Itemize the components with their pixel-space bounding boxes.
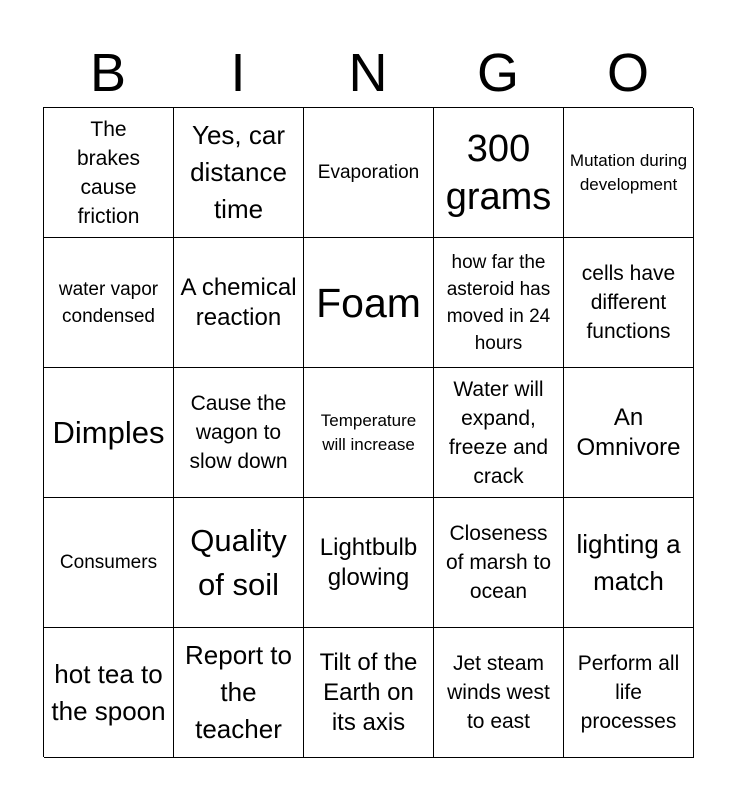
cell-text: Mutation during development [569,150,688,194]
bingo-cell[interactable] [564,108,694,238]
cell-text: Consumers [59,552,158,573]
cell-text: Water will expand, freeze and crack [448,377,549,488]
cell-text: An Omnivore [576,403,681,461]
header-letter-n: N [348,43,388,103]
cell-text: 300 grams [445,127,552,218]
cell-text: cells have different functions [581,262,676,343]
cell-text: Temperature will increase [320,410,417,454]
cell-text: Evaporation [317,162,420,183]
bingo-cell[interactable] [564,628,694,758]
bingo-cell[interactable] [174,108,304,238]
header-letter-b: B [89,43,127,103]
bingo-cell[interactable] [174,498,304,628]
cell-text: Cause the wagon to slow down [189,392,288,473]
header-letter-o: O [606,43,649,103]
bingo-cell[interactable] [434,368,564,498]
bingo-cell[interactable] [44,498,174,628]
bingo-cell[interactable] [304,108,434,238]
bingo-cell[interactable] [174,368,304,498]
bingo-cell[interactable] [304,498,434,628]
cell-text: hot tea to the spoon [51,658,166,726]
bingo-cell[interactable] [304,628,434,758]
bingo-cell[interactable] [44,368,174,498]
cell-text: The brakes cause friction [76,117,141,228]
bingo-cell[interactable] [304,368,434,498]
bingo-header [43,38,693,108]
cell-text: Yes, car distance time [190,120,287,224]
bingo-cell[interactable] [434,238,564,368]
cell-text: Quality of soil [190,522,287,602]
bingo-cell[interactable] [304,238,434,368]
cell-text: lighting a match [576,528,681,596]
bingo-cell[interactable] [174,238,304,368]
bingo-cell[interactable] [564,498,694,628]
bingo-cell[interactable] [564,238,694,368]
cell-text: Closeness of marsh to ocean [445,522,552,603]
bingo-cell[interactable] [174,628,304,758]
bingo-board [43,107,693,757]
cell-text: Dimples [52,414,165,450]
cell-text: how far the asteroid has moved in 24 hours [446,251,551,354]
bingo-cell[interactable] [564,368,694,498]
header-letter-i: I [230,43,246,103]
cell-text: Perform all life processes [577,652,680,733]
bingo-cell[interactable] [44,238,174,368]
bingo-cell[interactable] [44,108,174,238]
cell-text: Jet steam winds west to east [447,652,550,733]
cell-text: Report to the teacher [185,640,292,744]
bingo-cell[interactable] [44,628,174,758]
bingo-cell[interactable] [434,498,564,628]
cell-text: A chemical reaction [180,273,297,331]
header-letter-g: G [476,43,519,103]
bingo-cell[interactable] [434,628,564,758]
cell-text: Lightbulb glowing [319,533,418,591]
cell-text: Foam [316,279,421,326]
cell-text: water vapor condensed [58,278,159,327]
bingo-cell[interactable] [434,108,564,238]
cell-text: Tilt of the Earth on its axis [319,648,418,736]
